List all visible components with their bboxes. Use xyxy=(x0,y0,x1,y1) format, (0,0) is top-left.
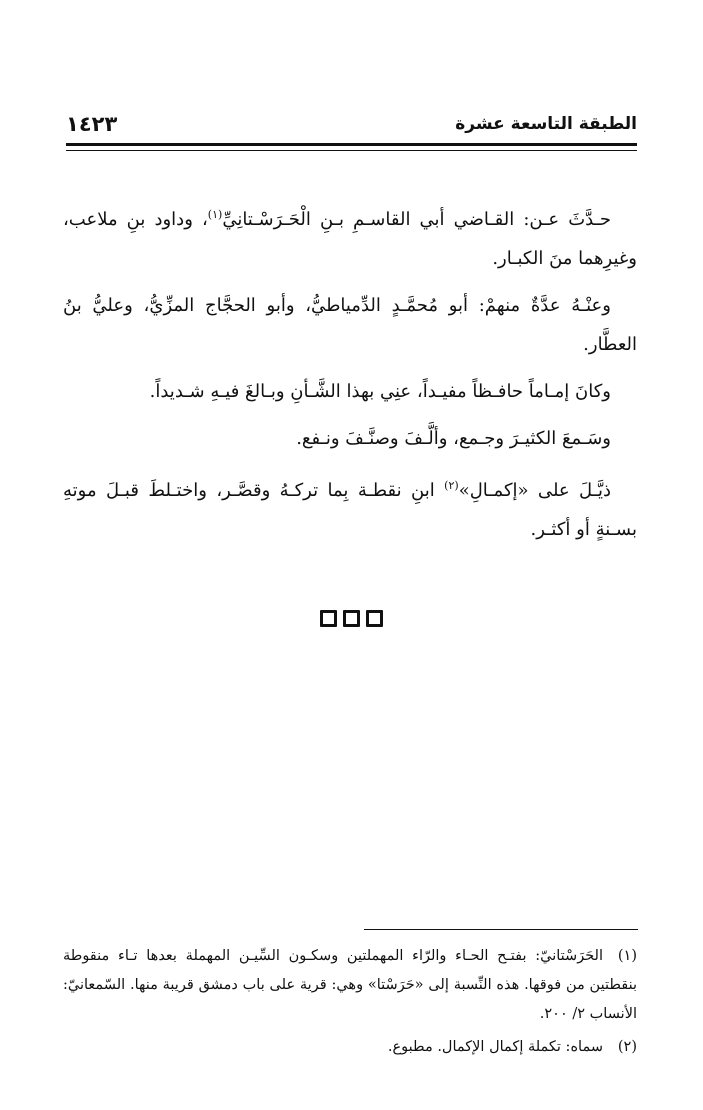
footnote-ref-1[interactable]: (١) xyxy=(207,208,223,221)
header-rule-thick xyxy=(66,143,637,146)
header-rule-thin xyxy=(66,150,637,151)
square-ornament-icon xyxy=(343,610,360,627)
paragraph-description: وكانَ إمـاماً حافـظاً مفيـداً، عنِي بهذا الشَّـأنِ وبـالغَ فيـهِ شـديداً. xyxy=(149,381,611,402)
footnotes xyxy=(63,942,637,1066)
square-ornament-icon xyxy=(366,610,383,627)
footnote-number: (١) xyxy=(617,948,637,964)
footnote-text: سماه: تكملة إكمال الإكمال. مطبوع. xyxy=(387,1039,603,1055)
footnote-1 xyxy=(63,942,637,1029)
footnote-ref-2[interactable]: (٢) xyxy=(444,479,459,492)
section-separator-ornament xyxy=(0,610,703,631)
footnote-separator xyxy=(364,929,638,930)
paragraph-text: حـدَّثَ عـن: القـاضي أبي القاسـمِ بـنِ الْحَـرَسْـتانِيِّ xyxy=(222,209,612,230)
paragraph-teachers xyxy=(63,195,637,278)
paragraph-text: ، وداود بنِ ملاعب، وغيرِهما منَ الكبـار. xyxy=(63,209,637,269)
paragraph-students: وعنْـهُ عدَّةٌ منهمْ: أبو مُحمَّـدٍ الدِّمياطيُّ، وأبو الحجَّاج المزِّيُّ، وعليُّ بنُ العطَّار. xyxy=(63,295,637,355)
square-ornament-icon xyxy=(320,610,337,627)
paragraph-supplement xyxy=(63,466,637,549)
footnote-number: (٢) xyxy=(617,1039,637,1055)
paragraph-text: ابنِ نقطـة بِما تركـهُ وقصَّـر، واختـلطَ قبـلَ موتهِ بسـنةٍ أو أكثـر. xyxy=(63,480,637,540)
page-number: ١٤٢٣ xyxy=(66,112,118,136)
running-title: الطبقة التاسعة عشرة xyxy=(455,114,637,134)
page-header xyxy=(66,112,637,142)
footnote-2 xyxy=(63,1033,637,1062)
paragraph-text: ذيَّـلَ على «إكمـالِ» xyxy=(458,480,611,501)
footnote-text: الحَرَسْتانيّ: بفتـح الحـاء والرّاء المهملتين وسكـون السِّيـن المهملة بعدها تـاء منقوطة بنقطتين من فوقها. هذه النِّسبة إلى «حَرَسْتا» وهي: قرية على باب دمشق قريبة منها. السّمعانيّ: الأنساب ٢/ ٢٠٠. xyxy=(63,948,637,1022)
paragraph-works: وسَـمعَ الكثيـرَ وجـمع، وألَّـفَ وصنَّـفَ ونـفع. xyxy=(296,428,611,449)
body-text xyxy=(63,195,637,557)
